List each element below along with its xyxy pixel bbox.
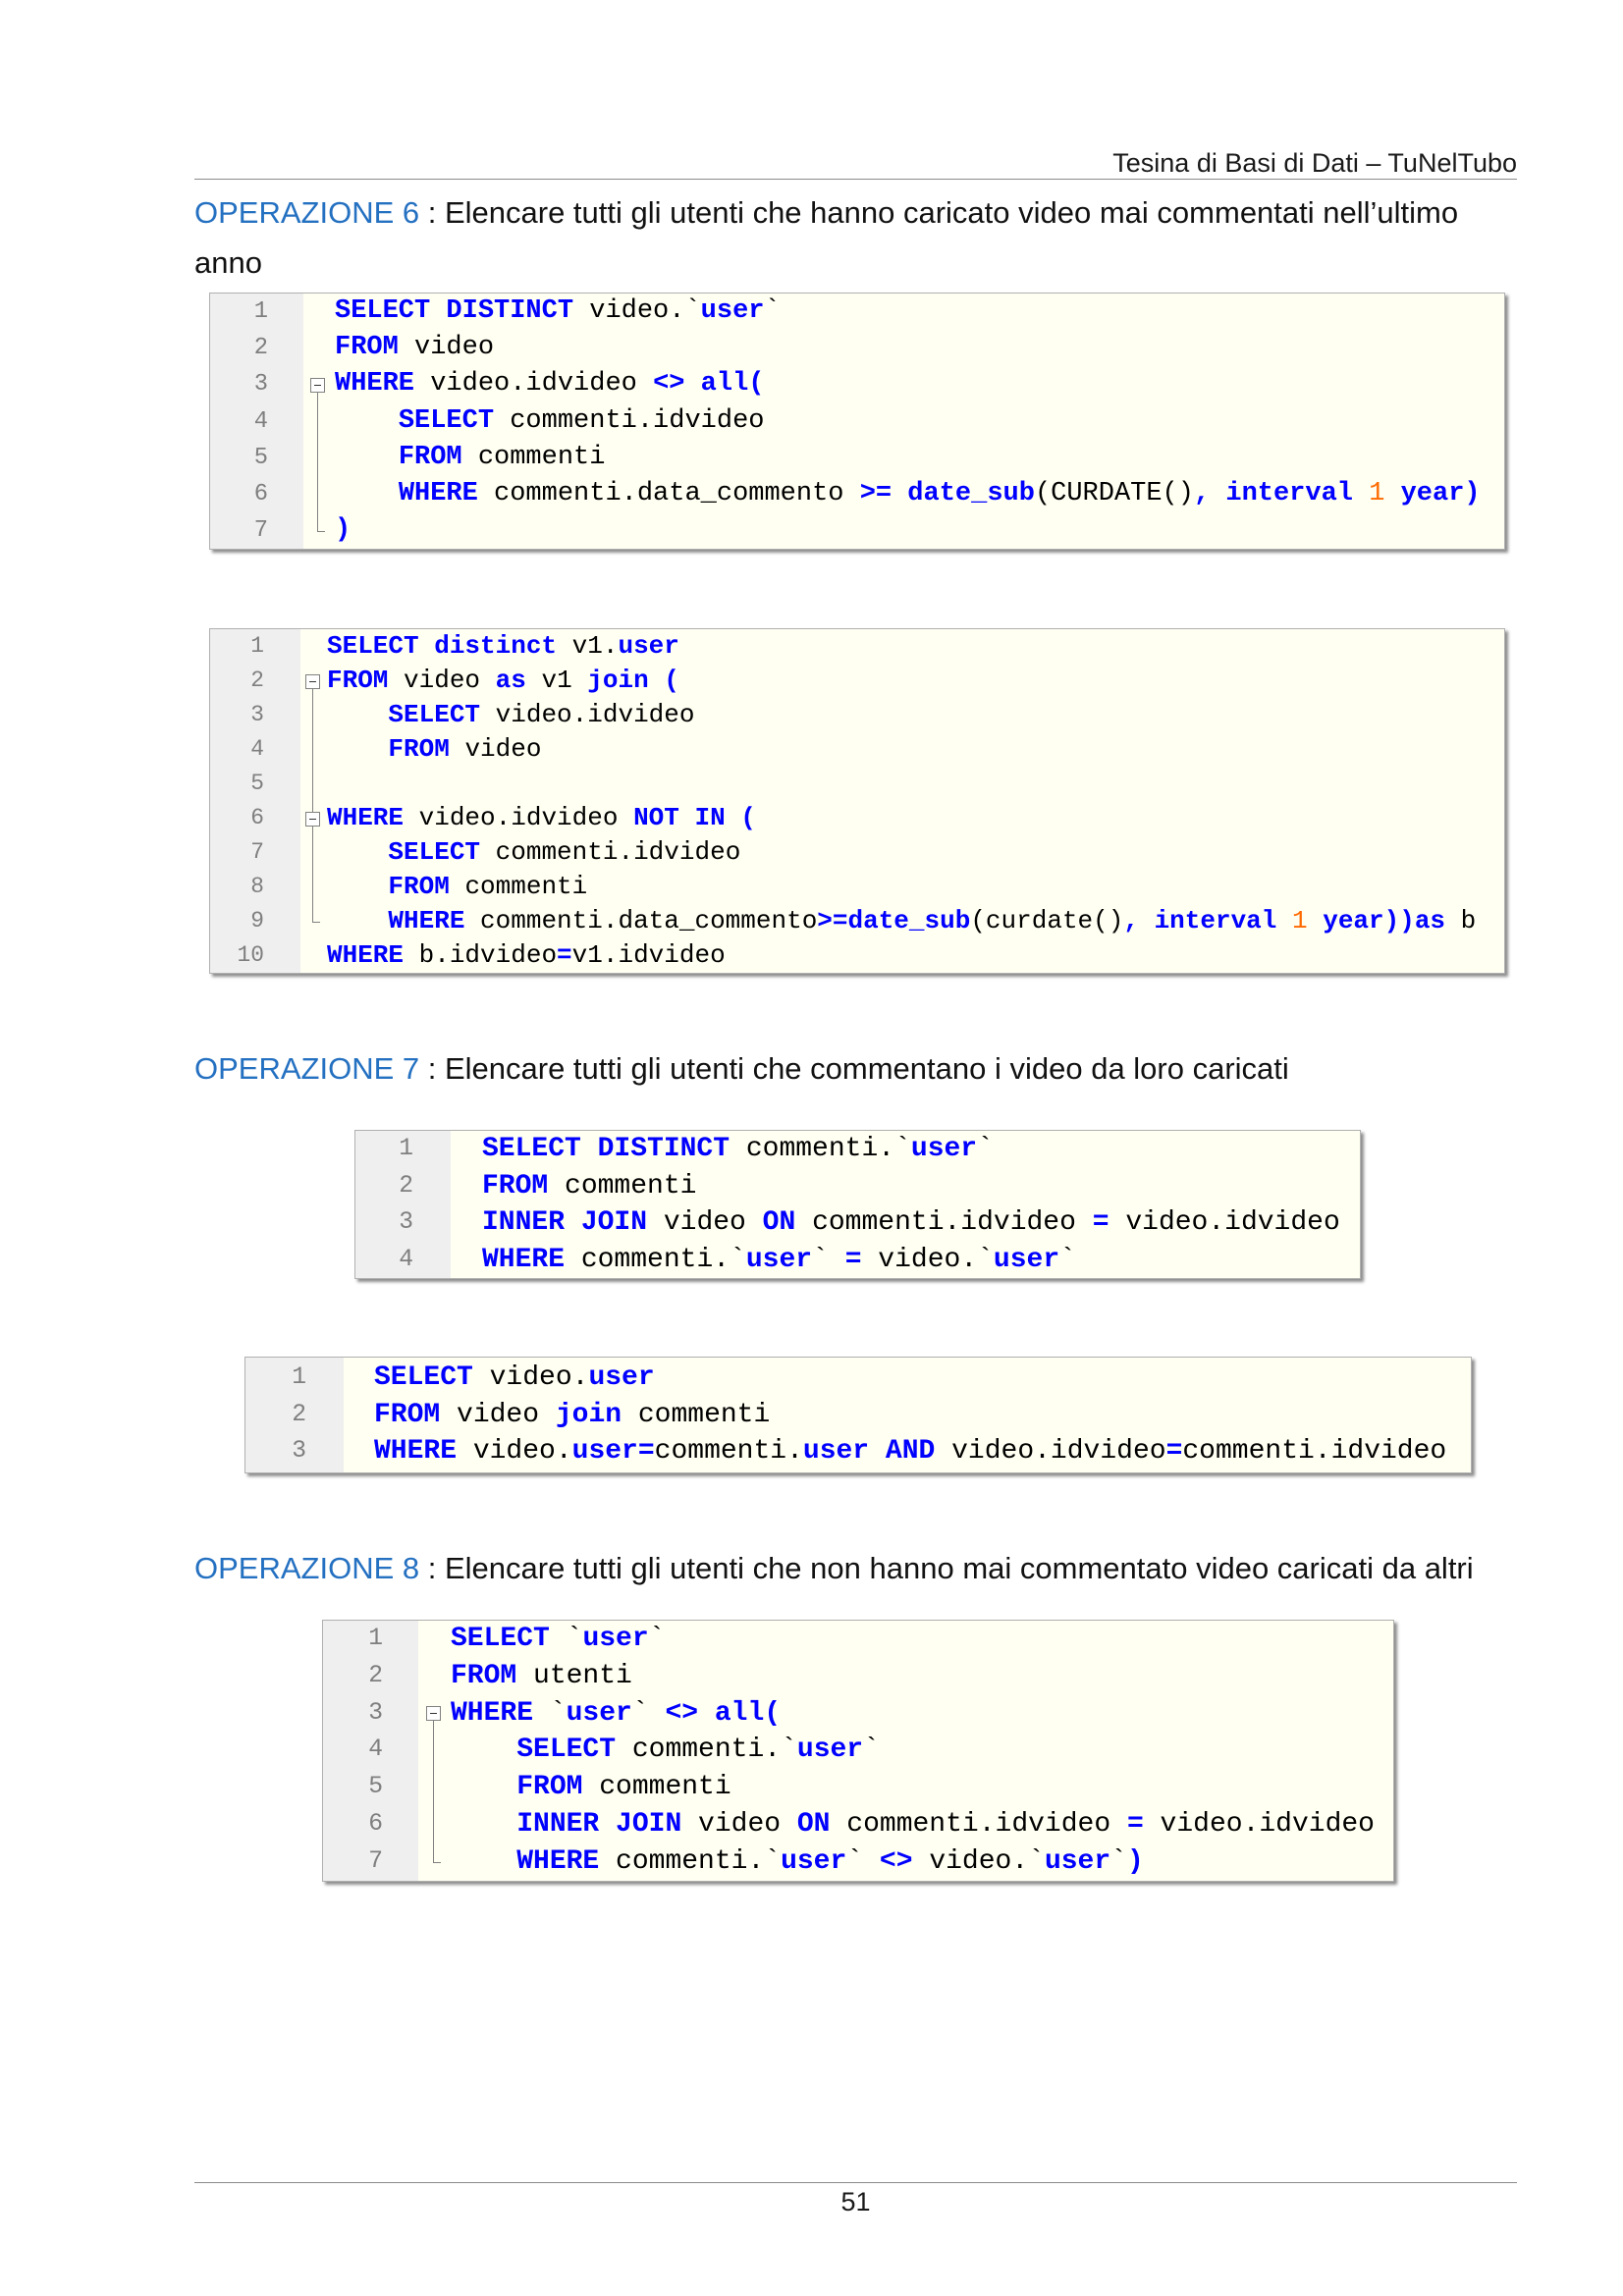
code-line (323, 1658, 1393, 1695)
sql-keyword: FROM (516, 1772, 583, 1803)
sql-keyword: = (557, 940, 572, 970)
sql-text: v1.idvideo (571, 940, 726, 970)
fold-guide-line (312, 835, 313, 870)
operation-separator: : (419, 1051, 445, 1086)
sql-code-block-op6-a (209, 293, 1505, 550)
code-line (323, 1843, 1393, 1881)
sql-keyword: user (910, 1134, 978, 1164)
sql-text: video.` (861, 1244, 994, 1275)
sql-keyword: user (781, 1845, 847, 1877)
code-text (327, 870, 587, 904)
sql-text: utenti (516, 1660, 632, 1691)
sql-keyword: FROM (335, 333, 399, 363)
code-text (335, 476, 1481, 512)
code-line (210, 440, 1504, 476)
fold-marker (425, 1806, 442, 1843)
fold-collapse-icon (305, 812, 320, 827)
sql-keyword: SELECT DISTINCT (335, 296, 574, 326)
sql-code-block-op7-b (244, 1357, 1472, 1473)
fold-marker (309, 366, 326, 402)
sql-text: commenti.idvideo (494, 405, 765, 436)
code-text (374, 1397, 770, 1434)
line-number: 9 (250, 908, 264, 934)
sql-text: ` (533, 1697, 567, 1729)
sql-text: commenti.data_commento (464, 906, 818, 935)
sql-text: commenti.idvideo (830, 1808, 1127, 1840)
sql-text: video (647, 1207, 763, 1238)
sql-text: ` (846, 1845, 880, 1877)
code-line (210, 698, 1504, 732)
code-line (355, 1168, 1360, 1205)
sql-text: ` (648, 1624, 666, 1654)
line-number: 7 (368, 1846, 383, 1875)
sql-keyword: user (700, 296, 765, 326)
line-number: 5 (368, 1773, 383, 1801)
sql-keyword: INNER JOIN (482, 1207, 648, 1238)
fold-collapse-icon (426, 1706, 441, 1721)
fold-guide-line (312, 904, 313, 922)
sql-keyword: user (582, 1624, 649, 1654)
line-number: 3 (399, 1208, 413, 1236)
sql-keyword: = (1126, 1808, 1144, 1840)
sql-keyword: join ( (587, 666, 679, 695)
sql-keyword: FROM (327, 666, 389, 695)
fold-marker (425, 1843, 442, 1881)
sql-code-block-op7-a (354, 1130, 1361, 1279)
code-text (451, 1621, 665, 1658)
code-text (335, 330, 494, 366)
line-number: 3 (292, 1437, 306, 1465)
code-text (335, 294, 781, 330)
sql-keyword: FROM (398, 442, 462, 472)
sql-keyword: SELECT (398, 405, 495, 436)
code-line (210, 294, 1504, 330)
sql-keyword: >=date_sub (817, 906, 971, 935)
code-text (482, 1168, 696, 1205)
sql-text: commenti (461, 442, 606, 472)
line-number: 1 (250, 633, 264, 659)
sql-keyword: as (495, 666, 526, 695)
document-header-title: Tesina di Basi di Dati – TuNelTubo (1112, 148, 1517, 178)
sql-text: video. (472, 1362, 589, 1393)
code-text (451, 1806, 1375, 1843)
sql-text: commenti. (654, 1436, 803, 1467)
line-number: 8 (250, 874, 264, 899)
sql-keyword: NOT IN ( (633, 803, 756, 832)
sql-text (451, 1846, 516, 1877)
code-line (210, 732, 1504, 767)
sql-text: commenti.` (565, 1244, 746, 1275)
line-number: 2 (250, 667, 264, 693)
fold-marker (304, 801, 321, 835)
sql-keyword: = (1165, 1436, 1183, 1467)
code-line (210, 512, 1504, 549)
sql-keyword: year) (1384, 478, 1481, 508)
sql-keyword: , interval (1123, 906, 1292, 935)
fold-guide-line (317, 512, 318, 531)
sql-keyword: ON (762, 1207, 796, 1238)
operation-separator: : (419, 195, 445, 230)
operation-label: OPERAZIONE 8 (194, 1551, 420, 1585)
code-line (323, 1769, 1393, 1806)
sql-text: video.idvideo (414, 369, 654, 400)
fold-marker (309, 440, 326, 476)
sql-keyword: WHERE (398, 478, 478, 508)
code-text (335, 512, 351, 549)
code-line (323, 1695, 1393, 1733)
line-number: 1 (368, 1625, 383, 1652)
code-text (327, 801, 756, 835)
sql-text: b (1445, 906, 1477, 935)
fold-marker (304, 835, 321, 870)
sql-keyword: >= date_sub (859, 478, 1035, 508)
line-number: 2 (253, 335, 268, 362)
sql-keyword: user (618, 631, 679, 661)
sql-keyword: , interval (1193, 478, 1370, 508)
sql-keyword: ) (335, 515, 352, 546)
code-line (210, 904, 1504, 938)
sql-keyword: FROM (451, 1660, 517, 1691)
sql-text: ` (1059, 1244, 1076, 1275)
code-text (327, 732, 541, 767)
fold-marker (304, 664, 321, 698)
sql-keyword: WHERE (335, 369, 415, 400)
sql-keyword: WHERE (482, 1244, 566, 1275)
sql-keyword: WHERE (388, 906, 465, 935)
sql-text: ` (1110, 1845, 1127, 1877)
sql-text (451, 1772, 516, 1802)
sql-text (327, 872, 388, 901)
fold-marker (425, 1732, 442, 1769)
operation-8-heading (194, 1543, 1517, 1593)
operation-6-heading (194, 187, 1517, 288)
sql-text (327, 700, 388, 729)
sql-text: commenti (449, 872, 588, 901)
operation-description: Elencare tutti gli utenti che hanno caricato video mai commentati nell’ultimo anno (194, 195, 1459, 280)
code-text (374, 1433, 1446, 1470)
fold-marker (304, 904, 321, 938)
sql-keyword: <> all( (653, 369, 765, 400)
sql-keyword: = (1092, 1207, 1109, 1238)
fold-guide-line (312, 767, 313, 801)
fold-marker (304, 698, 321, 732)
sql-text: video (449, 734, 542, 764)
line-number: 4 (250, 736, 264, 762)
sql-text: commenti.idvideo (795, 1207, 1093, 1238)
sql-text: v1 (525, 666, 588, 695)
sql-keyword: user (745, 1244, 813, 1275)
fold-guide-line (312, 870, 313, 904)
sql-text: commenti.data_commento (477, 478, 860, 508)
line-number: 2 (399, 1171, 413, 1200)
line-number: 3 (253, 371, 268, 399)
fold-end-line (312, 922, 320, 923)
sql-text: video.` (573, 296, 701, 326)
sql-text: video.` (912, 1845, 1045, 1877)
operation-7-heading (194, 1043, 1517, 1094)
fold-guide-line (433, 1843, 434, 1862)
line-number: 6 (250, 805, 264, 830)
sql-text: video (388, 666, 496, 695)
code-text (451, 1732, 880, 1769)
line-number: 2 (292, 1400, 306, 1428)
code-text (327, 835, 740, 870)
sql-code-block-op8 (322, 1620, 1394, 1882)
code-text (327, 938, 726, 973)
sql-text: video. (457, 1436, 572, 1467)
sql-text: commenti.` (730, 1134, 911, 1164)
sql-keyword: ) (1126, 1845, 1144, 1877)
line-number: 3 (250, 702, 264, 727)
code-line (210, 330, 1504, 366)
sql-code-block-op6-b (209, 628, 1505, 974)
fold-guide-line (433, 1732, 434, 1769)
code-line (355, 1204, 1360, 1242)
fold-guide-line (317, 403, 318, 440)
fold-guide-line (317, 440, 318, 476)
sql-text: commenti.idvideo (480, 837, 741, 867)
fold-guide-line (312, 698, 313, 732)
code-line (210, 767, 1504, 801)
sql-keyword: year))as (1307, 906, 1446, 935)
code-text (327, 698, 694, 732)
operation-description: Elencare tutti gli utenti che non hanno mai commentato video caricati da altri (444, 1551, 1474, 1585)
sql-keyword: SELECT (516, 1735, 617, 1766)
code-line (323, 1621, 1393, 1658)
sql-text: commenti.` (599, 1845, 782, 1877)
fold-guide-line (433, 1769, 434, 1806)
code-line (210, 938, 1504, 973)
sql-text: ` (631, 1697, 666, 1729)
sql-keyword: SELECT (388, 700, 481, 729)
footer-rule (194, 2182, 1517, 2183)
code-line (355, 1242, 1360, 1279)
sql-text: video.idvideo (1109, 1207, 1340, 1238)
code-text (482, 1242, 1076, 1279)
line-number: 7 (250, 839, 264, 865)
fold-collapse-icon (310, 378, 325, 393)
fold-marker (309, 403, 326, 440)
fold-guide-line (317, 476, 318, 512)
page-number: 51 (840, 2187, 871, 2216)
operation-label: OPERAZIONE 7 (194, 1051, 420, 1086)
sql-text: ` (764, 296, 781, 326)
sql-text: v1. (557, 631, 619, 661)
fold-marker (304, 870, 321, 904)
fold-marker (309, 512, 326, 549)
sql-keyword: = (844, 1244, 862, 1275)
sql-text (451, 1735, 516, 1765)
code-line (323, 1806, 1393, 1843)
code-text (451, 1695, 781, 1733)
line-number: 6 (368, 1809, 383, 1838)
sql-keyword: WHERE (327, 940, 405, 970)
line-number: 1 (399, 1135, 413, 1162)
sql-number: 1 (1369, 478, 1385, 508)
sql-number: 1 (1292, 906, 1308, 935)
code-text (335, 440, 605, 476)
sql-text (327, 734, 388, 764)
sql-text: ` (977, 1134, 994, 1164)
sql-keyword: user= (571, 1436, 655, 1467)
fold-collapse-icon (305, 674, 320, 689)
code-text (374, 1360, 655, 1397)
sql-text: video.idvideo (935, 1436, 1166, 1467)
sql-text: commenti.idvideo (1182, 1436, 1447, 1467)
sql-text: video.idvideo (480, 700, 695, 729)
line-number: 4 (368, 1735, 383, 1764)
sql-text: video (398, 333, 495, 363)
sql-text: commenti (582, 1772, 731, 1803)
sql-text: commenti (622, 1399, 771, 1430)
code-line (245, 1360, 1471, 1397)
line-number: 2 (368, 1661, 383, 1689)
fold-end-line (317, 531, 325, 532)
sql-keyword: FROM (388, 734, 450, 764)
fold-marker (309, 476, 326, 512)
sql-keyword: user (1044, 1845, 1111, 1877)
sql-keyword: join (555, 1399, 622, 1430)
sql-text (451, 1809, 516, 1840)
sql-keyword: SELECT distinct (327, 631, 558, 661)
code-line (323, 1732, 1393, 1769)
code-line (210, 801, 1504, 835)
fold-marker (425, 1695, 442, 1733)
sql-text: (CURDATE() (1034, 478, 1194, 508)
sql-keyword: ON (796, 1808, 831, 1840)
sql-text: video (681, 1808, 797, 1840)
sql-keyword: user (993, 1244, 1060, 1275)
sql-keyword: FROM (482, 1170, 549, 1201)
sql-keyword: user (796, 1735, 864, 1766)
sql-text (335, 479, 399, 508)
sql-keyword: INNER JOIN (516, 1808, 682, 1840)
fold-guide-line (433, 1806, 434, 1843)
sql-keyword: <> all( (665, 1697, 782, 1729)
code-text (482, 1204, 1340, 1242)
fold-marker (304, 732, 321, 767)
code-line (210, 476, 1504, 512)
sql-keyword: SELECT DISTINCT (482, 1134, 730, 1164)
fold-end-line (433, 1862, 441, 1863)
code-line (210, 403, 1504, 440)
line-number: 7 (253, 517, 268, 545)
sql-keyword: SELECT (374, 1362, 473, 1393)
code-line (210, 870, 1504, 904)
code-text (482, 1131, 994, 1168)
line-number: 5 (253, 444, 268, 471)
sql-keyword: <> (879, 1845, 913, 1877)
sql-text: ` (549, 1624, 583, 1654)
sql-keyword: WHERE (327, 803, 405, 832)
line-number: 10 (237, 942, 264, 968)
sql-text: b.idvideo (404, 940, 558, 970)
code-line (355, 1131, 1360, 1168)
operation-separator: : (419, 1551, 445, 1585)
sql-text: video.idvideo (1143, 1808, 1375, 1840)
sql-text (335, 406, 399, 436)
line-number: 6 (253, 480, 268, 507)
code-line (210, 664, 1504, 698)
sql-text: video (440, 1399, 556, 1430)
code-text (451, 1769, 731, 1806)
fold-guide-line (312, 732, 313, 767)
sql-keyword: FROM (374, 1399, 441, 1430)
sql-text: ` (863, 1735, 880, 1766)
sql-keyword: SELECT (451, 1624, 550, 1654)
sql-text (327, 906, 388, 935)
sql-keyword: user (566, 1697, 632, 1729)
line-number: 1 (253, 298, 268, 325)
line-number: 3 (368, 1698, 383, 1727)
code-text (335, 403, 764, 440)
sql-text: commenti (548, 1170, 697, 1201)
line-number: 5 (250, 771, 264, 796)
code-line (210, 629, 1504, 664)
fold-marker (425, 1769, 442, 1806)
line-number: 4 (253, 407, 268, 435)
sql-text (327, 837, 388, 867)
sql-text: video.idvideo (404, 803, 634, 832)
code-text (451, 1658, 632, 1695)
sql-keyword: user (588, 1362, 655, 1393)
sql-keyword: WHERE (516, 1845, 600, 1877)
code-line (210, 835, 1504, 870)
header-rule (194, 179, 1517, 180)
sql-text: commenti.` (616, 1735, 797, 1766)
sql-text: ` (812, 1244, 845, 1275)
code-line (210, 366, 1504, 402)
sql-text (335, 443, 399, 472)
code-text (451, 1843, 1144, 1881)
line-number: 4 (399, 1245, 413, 1273)
code-line (245, 1433, 1471, 1470)
sql-text: (curdate() (970, 906, 1124, 935)
operation-label: OPERAZIONE 6 (194, 195, 420, 230)
operation-description: Elencare tutti gli utenti che commentano i video da loro caricati (444, 1051, 1289, 1086)
sql-keyword: SELECT (388, 837, 481, 867)
sql-keyword: WHERE (451, 1697, 534, 1729)
code-line (245, 1397, 1471, 1434)
code-text (327, 904, 1476, 938)
code-text (327, 629, 679, 664)
code-text (327, 664, 679, 698)
sql-keyword: WHERE (374, 1436, 458, 1467)
code-text (335, 366, 764, 402)
line-number: 1 (292, 1363, 306, 1391)
sql-keyword: FROM (388, 872, 450, 901)
sql-keyword: user AND (802, 1436, 936, 1467)
fold-marker (304, 767, 321, 801)
